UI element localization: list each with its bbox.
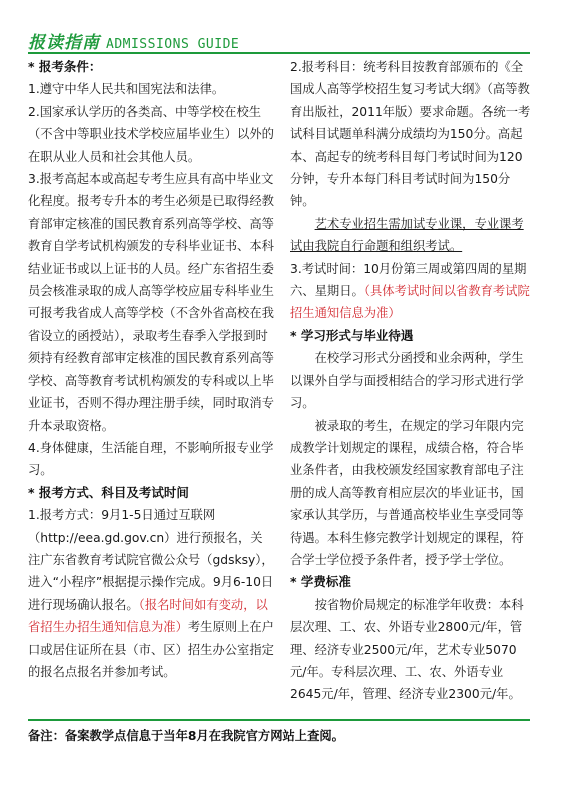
header-title-en: ADMISSIONS GUIDE xyxy=(106,37,240,52)
footer-divider xyxy=(28,719,530,721)
left-column xyxy=(28,56,274,683)
section-title-tuition: * 学费标准 xyxy=(290,574,351,590)
section-title-study: * 学习形式与毕业待遇 xyxy=(290,327,414,343)
art-exam-note: 艺术专业招生需加试专业课，专业课考试由我院自行命题和组织考试。 xyxy=(290,216,524,254)
header-title-cn: 报读指南 xyxy=(28,33,100,53)
exam-time-note: （具体考试时间以省教育考试院招生通知信息为准） xyxy=(290,284,530,321)
section-title-requirements: * 报考条件： xyxy=(28,59,102,74)
method-item-1-tail: 考生原则上在户口或居住证所在县（市、区）招生办公室指定的报名点报名并参加考试。 xyxy=(28,620,274,679)
exam-time-item-3 xyxy=(290,258,532,325)
method-item-1-text: 1.报考方式：9月1-5日通过互联网（http://eea.gd.gov.cn）进行预报名，关注广东省教育考试院官微公众号（gdsksy），进入“小程序”根据提示操作完成。9月6-10日进行现场确认报名。 xyxy=(28,508,274,612)
header-divider xyxy=(28,52,530,54)
exam-time-text: 3.考试时间：10月份第三周或第四周的星期六、星期日。 xyxy=(290,261,527,299)
requirement-3: 3.报考高起本或高起专考生应具有高中毕业文化程度。报考专升本的考生必须是已取得经教育部审定核准的国民教育系列高等学校、高等教育自学考试机构颁发的专科毕业证书、本科结业证书或以上证书的人员。经广东省招生委员会核准录取的成人高等学校应届专科毕业生可报考我省成人高等学校（不含外省高校在我省设立的函授站），录取考生春季入学报到时须持有经教育部审定核准的国民教育系列高等学校、高等教育考试机构颁发的专科或以上毕业证书，否则不得办理注册手续，同时取消专升本录取资格。 xyxy=(28,172,274,433)
tuition-paragraph: 按省物价局规定的标准学年收费：本科层次理、工、农、外语专业2800元/年，管理、经济专业2500元/年，艺术专业5070元/年。专科层次理、工、农、外语专业2645元/年，管理、经济专业2300元/年。 xyxy=(290,597,524,702)
method-item-1 xyxy=(28,504,274,683)
page-header xyxy=(28,28,538,53)
study-paragraph-1: 在校学习形式分函授和业余两种，学生以课外自学与面授相结合的学习形式进行学习。 xyxy=(290,351,524,411)
requirement-2: 2.国家承认学历的各类高、中等学校在校生（不含中等职业技术学校应届毕业生）以外的在职从业人员和社会其他人员。 xyxy=(28,104,274,164)
footer-note: 备注：备案教学点信息于当年8月在我院官方网站上查阅。 xyxy=(28,729,344,743)
requirement-1: 1.遵守中华人民共和国宪法和法律。 xyxy=(28,82,225,97)
requirement-4: 4.身体健康，生活能自理，不影响所报专业学习。 xyxy=(28,440,274,478)
subject-item-2: 2.报考科目：统考科目按教育部颁布的《全国成人高等学校招生复习考试大纲》（高等教育出版社，2011年版）要求命题。各统一考试科目试题单科满分成绩均为150分。高起本、高起专的统考科目每门考试时间为120分钟，专升本每门科目考试时间为150分钟。 xyxy=(290,60,531,209)
method-item-1-note: （报名时间如有变动，以省招生办招生通知信息为准） xyxy=(28,597,268,635)
right-column xyxy=(290,56,532,706)
study-paragraph-2: 被录取的考生，在规定的学习年限内完成教学计划规定的课程，成绩合格，符合毕业条件者，由我校颁发经国家教育部电子注册的成人高等教育相应层次的毕业证书，国家承认其学历，与普通高校毕业生享受同等待遇。本科生修完教学计划规定的课程，符合学士学位授予条件者，授予学士学位。 xyxy=(290,418,524,567)
section-title-method: * 报考方式、科目及考试时间 xyxy=(28,484,189,500)
